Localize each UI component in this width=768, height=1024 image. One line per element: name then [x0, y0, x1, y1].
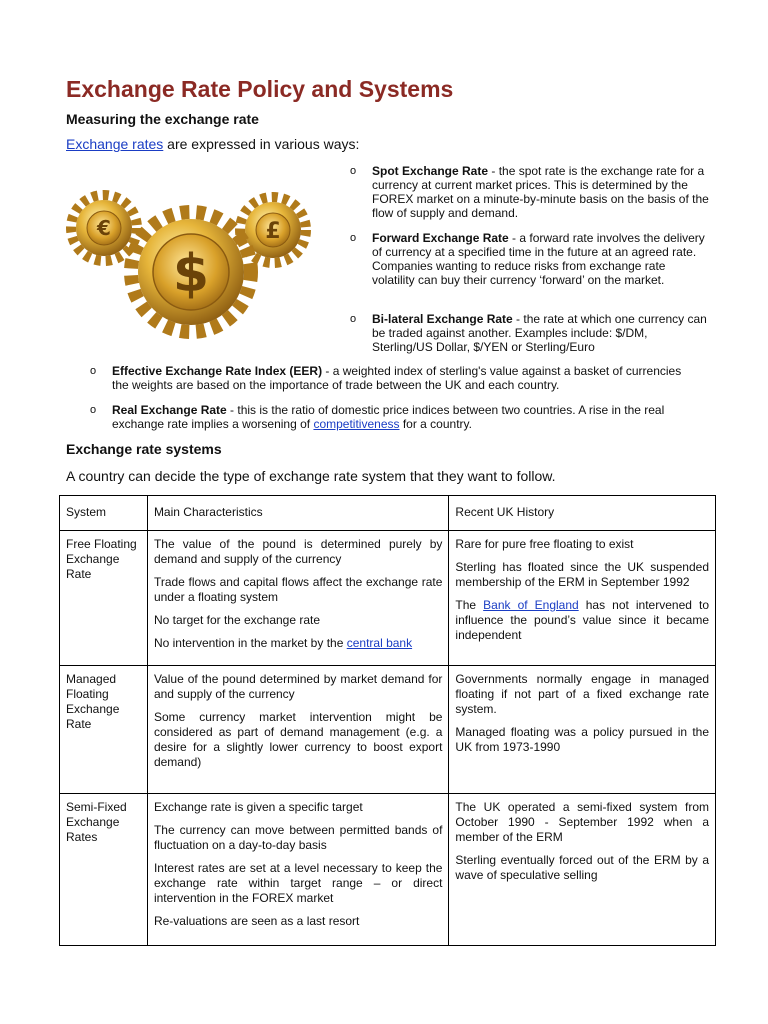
system-cell — [60, 794, 148, 946]
characteristics-cell — [147, 531, 448, 666]
system-name: Managed Floating Exchange Rate — [66, 672, 120, 731]
bullet-term: Bi-lateral Exchange Rate — [372, 312, 513, 326]
systems-intro: A country can decide the type of exchange rate system that they want to follow. — [66, 468, 556, 484]
characteristics-cell — [147, 666, 448, 794]
bullet-term: Forward Exchange Rate — [372, 231, 509, 245]
page-title: Exchange Rate Policy and Systems — [66, 76, 454, 102]
history-item: Governments normally engage in managed floating if not part of a fixed exchange rate system. — [455, 672, 709, 716]
competitiveness-link[interactable]: competitiveness — [313, 417, 400, 431]
history-item: Sterling eventually forced out of the ERM by a wave of speculative selling — [455, 853, 709, 882]
header-system: System — [60, 496, 148, 531]
bullet-marker: o — [350, 232, 357, 244]
history-item: Rare for pure free floating to exist — [455, 537, 634, 551]
system-name: Semi-Fixed Exchange Rates — [66, 800, 127, 844]
characteristic: No target for the exchange rate — [153, 613, 321, 627]
history-text: The — [455, 598, 484, 612]
systems-heading: Exchange rate systems — [66, 441, 222, 457]
characteristic: The currency can move between permitted bands of fluctuation on a day-to-day basis — [153, 823, 443, 852]
history-cell — [449, 794, 716, 946]
bullet-term: Spot Exchange Rate — [372, 164, 489, 178]
measuring-heading: Measuring the exchange rate — [66, 111, 259, 127]
history-item: Sterling has floated since the UK suspended membership of the ERM in September 1992 — [455, 560, 709, 589]
pound-symbol: £ — [265, 219, 281, 244]
bullet-marker: o — [350, 165, 357, 177]
exchange-systems-table — [59, 495, 716, 946]
table-header-row — [60, 496, 716, 531]
history-item: Managed floating was a policy pursued in the UK from 1973-1990 — [455, 725, 709, 754]
bullet-marker: o — [90, 365, 97, 377]
table-row — [60, 794, 716, 946]
euro-gear-icon — [71, 195, 137, 261]
characteristic: Some currency market intervention might be considered as part of demand management (e.g. a desire for a slightly lower currency to boost export demand) — [153, 710, 443, 769]
bullet-text: for a country. — [399, 417, 472, 431]
header-recent-uk-history: Recent UK History — [449, 496, 716, 531]
table-row — [60, 531, 716, 666]
intro-text: are expressed in various ways: — [163, 136, 360, 152]
bullet-marker: o — [90, 404, 97, 416]
characteristic: Trade flows and capital flows affect the exchange rate under a floating system — [153, 575, 443, 604]
intro-line — [66, 136, 359, 152]
history-item — [455, 598, 709, 643]
history-cell — [449, 531, 716, 666]
bullet-term: Real Exchange Rate — [112, 403, 227, 417]
system-name: Free Floating Exchange Rate — [66, 537, 137, 581]
history-cell — [449, 666, 716, 794]
bank-of-england-link[interactable]: Bank of England — [483, 598, 579, 612]
bullet-text: - a forward rate involves the delivery of currency at a specified time in the future at an agreed rate. Companies wanting to reduce risks from exchange rate volatility can buy their currency ‘forward’ on the market. — [372, 231, 705, 287]
characteristics-cell — [147, 794, 448, 946]
characteristic: Exchange rate is given a specific target — [153, 800, 363, 814]
bullet-text: - the spot rate is the exchange rate for a currency at current market prices. This is determined by the FOREX market on a minute-by-minute basis on the basis of the flow of supply and demand. — [372, 164, 709, 220]
history-text: has not intervened to influence the pound’s value since it became independent — [455, 598, 709, 642]
dollar-symbol: $ — [172, 244, 210, 304]
central-bank-link[interactable]: central bank — [346, 636, 413, 650]
table-row — [60, 666, 716, 794]
characteristic — [154, 636, 442, 651]
system-cell — [60, 666, 148, 794]
exchange-rates-link[interactable]: Exchange rates — [66, 136, 164, 152]
bullet-term: Effective Exchange Rate Index (EER) — [112, 364, 323, 378]
characteristic: Re-valuations are seen as a last resort — [153, 914, 360, 928]
header-main-characteristics: Main Characteristics — [147, 496, 448, 531]
characteristic-text: No intervention in the market by the — [153, 636, 347, 650]
characteristic: Interest rates are set at a level necessary to keep the exchange rate within target range – or direct intervention in the FOREX market — [153, 861, 443, 905]
bullet-text: - this is the ratio of domestic price indices between two countries. A rise in the real exchange rate implies a worsening of — [112, 403, 665, 431]
bullet-text: - the rate at which one currency can be traded against another. Examples include: $/DM, Sterling/US Dollar, $/YEN or Sterling/Euro — [372, 312, 707, 354]
bullet-text: - a weighted index of sterling's value against a basket of currencies the weights are based on the importance of trade between the UK and each country. — [112, 364, 682, 392]
currency-gears-illustration — [66, 190, 326, 340]
characteristic: Value of the pound determined by market demand for and supply of the currency — [153, 672, 443, 701]
dollar-gear-icon — [131, 212, 251, 332]
euro-symbol: € — [97, 216, 111, 240]
bullet-marker: o — [350, 313, 357, 325]
history-item: The UK operated a semi-fixed system from October 1990 - September 1992 when a member of the ERM — [455, 800, 709, 844]
system-cell — [60, 531, 148, 666]
characteristic: The value of the pound is determined purely by demand and supply of the currency — [153, 537, 443, 566]
